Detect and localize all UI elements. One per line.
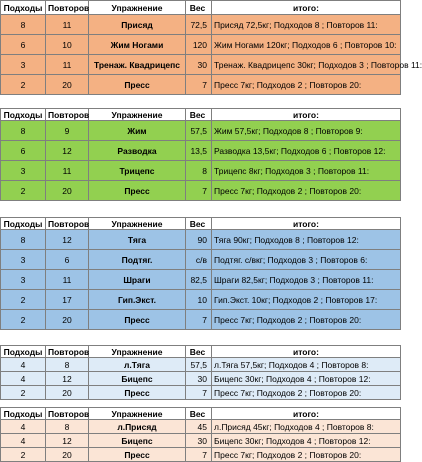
cell-weight[interactable]: 120 [186, 35, 212, 55]
cell-total[interactable]: Присяд 72,5кг; Подходов 8 ; Повторов 11: [212, 15, 401, 35]
cell-reps[interactable]: 17 [46, 290, 89, 310]
cell-total[interactable]: л.Присяд 45кг; Подходов 4 ; Повторов 8: [212, 420, 401, 434]
header-exercise[interactable]: Упражнение [89, 1, 186, 15]
cell-reps[interactable]: 11 [46, 270, 89, 290]
header-row [1, 408, 401, 420]
cell-reps[interactable]: 10 [46, 35, 89, 55]
cell-weight[interactable]: 45 [186, 420, 212, 434]
cell-exercise[interactable]: Бицепс [89, 372, 186, 386]
table-row [1, 250, 401, 270]
cell-weight[interactable]: 90 [186, 230, 212, 250]
table-row [1, 372, 401, 386]
cell-total[interactable]: Пресс 7кг; Подходов 2 ; Повторов 20: [212, 75, 401, 95]
cell-total[interactable]: Подтяг. с/вкг; Подходов 3 ; Повторов 6: [212, 250, 401, 270]
cell-reps[interactable]: 9 [46, 121, 89, 141]
cell-weight[interactable]: 7 [186, 310, 212, 330]
cell-reps[interactable]: 12 [46, 141, 89, 161]
cell-exercise[interactable]: Пресс [89, 448, 186, 462]
cell-reps[interactable]: 6 [46, 250, 89, 270]
header-reps[interactable]: Повторов [46, 1, 89, 15]
cell-weight[interactable]: 72,5 [186, 15, 212, 35]
header-reps[interactable]: Повторов [46, 408, 89, 420]
cell-exercise[interactable]: Трицепс [89, 161, 186, 181]
cell-weight[interactable]: 30 [186, 372, 212, 386]
cell-sets[interactable]: 3 [1, 250, 46, 270]
cell-sets[interactable]: 2 [1, 386, 46, 400]
cell-sets[interactable]: 2 [1, 448, 46, 462]
cell-sets[interactable]: 4 [1, 372, 46, 386]
cell-total[interactable]: Жим 57,5кг; Подходов 8 ; Повторов 9: [212, 121, 401, 141]
header-sets[interactable]: Подходы [1, 408, 46, 420]
table-row [1, 434, 401, 448]
header-exercise[interactable]: Упражнение [89, 109, 186, 121]
table-row [1, 448, 401, 462]
header-total[interactable]: итого: [212, 1, 401, 15]
cell-sets[interactable]: 2 [1, 75, 46, 95]
cell-reps[interactable]: 20 [46, 310, 89, 330]
cell-exercise[interactable]: Тяга [89, 230, 186, 250]
cell-sets[interactable]: 2 [1, 290, 46, 310]
cell-weight[interactable]: 10 [186, 290, 212, 310]
cell-sets[interactable]: 8 [1, 15, 46, 35]
cell-weight[interactable]: 8 [186, 161, 212, 181]
cell-reps[interactable]: 12 [46, 434, 89, 448]
cell-reps[interactable]: 20 [46, 75, 89, 95]
cell-sets[interactable]: 8 [1, 121, 46, 141]
cell-reps[interactable]: 20 [46, 386, 89, 400]
table-row [1, 161, 401, 181]
cell-weight[interactable]: 7 [186, 181, 212, 201]
cell-weight[interactable]: 7 [186, 448, 212, 462]
cell-sets[interactable]: 4 [1, 420, 46, 434]
header-weight[interactable]: Вес [186, 218, 212, 230]
cell-reps[interactable]: 11 [46, 15, 89, 35]
cell-total[interactable]: Тяга 90кг; Подходов 8 ; Повторов 12: [212, 230, 401, 250]
cell-total[interactable]: Гип.Экст. 10кг; Подходов 2 ; Повторов 17: [212, 290, 401, 310]
cell-sets[interactable]: 8 [1, 230, 46, 250]
table-row [1, 75, 401, 95]
cell-sets[interactable]: 2 [1, 181, 46, 201]
table-row [1, 290, 401, 310]
table-row [1, 121, 401, 141]
workout-table-5 [0, 407, 401, 462]
cell-total[interactable]: Шраги 82,5кг; Подходов 3 ; Повторов 11: [212, 270, 401, 290]
cell-exercise[interactable]: Подтяг. [89, 250, 186, 270]
cell-total[interactable]: Пресс 7кг; Подходов 2 ; Повторов 20: [212, 310, 401, 330]
cell-sets[interactable]: 4 [1, 358, 46, 372]
table-row [1, 55, 401, 75]
cell-exercise[interactable]: Пресс [89, 181, 186, 201]
header-weight[interactable]: Вес [186, 346, 212, 358]
cell-total[interactable]: Трицепс 8кг; Подходов 3 ; Повторов 11: [212, 161, 401, 181]
table-row [1, 310, 401, 330]
header-sets[interactable]: Подходы [1, 346, 46, 358]
cell-weight[interactable]: с/в [186, 250, 212, 270]
header-exercise[interactable]: Упражнение [89, 218, 186, 230]
header-sets[interactable]: Подходы [1, 1, 46, 15]
cell-weight[interactable]: 13,5 [186, 141, 212, 161]
cell-exercise[interactable]: л.Тяга [89, 358, 186, 372]
cell-reps[interactable]: 8 [46, 358, 89, 372]
table-row [1, 35, 401, 55]
cell-sets[interactable]: 3 [1, 161, 46, 181]
workout-table-2 [0, 108, 401, 201]
table-row [1, 358, 401, 372]
cell-reps[interactable]: 20 [46, 181, 89, 201]
workout-table-1 [0, 0, 422, 95]
table-row [1, 386, 401, 400]
cell-total[interactable]: Бицепс 30кг; Подходов 4 ; Повторов 12: [212, 434, 401, 448]
cell-total[interactable]: Пресс 7кг; Подходов 2 ; Повторов 20: [212, 181, 401, 201]
header-total[interactable]: итого: [212, 408, 401, 420]
cell-total[interactable]: л.Тяга 57,5кг; Подходов 4 ; Повторов 8: [212, 358, 401, 372]
cell-sets[interactable]: 2 [1, 310, 46, 330]
cell-weight[interactable]: 7 [186, 386, 212, 400]
header-total[interactable]: итого: [212, 218, 401, 230]
header-total[interactable]: итого: [212, 109, 401, 121]
cell-total[interactable]: Бицепс 30кг; Подходов 4 ; Повторов 12: [212, 372, 401, 386]
cell-sets[interactable]: 6 [1, 35, 46, 55]
header-row [1, 218, 401, 230]
cell-sets[interactable]: 4 [1, 434, 46, 448]
header-total[interactable]: итого: [212, 346, 401, 358]
table-row [1, 15, 401, 35]
cell-weight[interactable]: 7 [186, 75, 212, 95]
cell-exercise[interactable]: Тренаж. Квадрицепс [89, 55, 186, 75]
cell-exercise[interactable]: Шраги [89, 270, 186, 290]
header-row [1, 346, 401, 358]
header-weight[interactable]: Вес [186, 408, 212, 420]
table-row [1, 141, 401, 161]
cell-exercise[interactable]: Жим [89, 121, 186, 141]
cell-weight[interactable]: 30 [186, 434, 212, 448]
header-exercise[interactable]: Упражнение [89, 408, 186, 420]
cell-exercise[interactable]: Пресс [89, 310, 186, 330]
table-row [1, 181, 401, 201]
cell-reps[interactable]: 12 [46, 372, 89, 386]
header-sets[interactable]: Подходы [1, 218, 46, 230]
workout-table-4 [0, 345, 401, 400]
cell-total[interactable]: Разводка 13,5кг; Подходов 6 ; Повторов 12: [212, 141, 401, 161]
header-row [1, 1, 401, 15]
workout-table-3 [0, 217, 401, 330]
cell-total[interactable]: Тренаж. Квадрицепс 30кг; Подходов 3 ; Повторов 11: [212, 55, 401, 75]
cell-exercise[interactable]: л.Присяд [89, 420, 186, 434]
cell-reps[interactable]: 12 [46, 230, 89, 250]
cell-reps[interactable]: 11 [46, 161, 89, 181]
header-weight[interactable]: Вес [186, 1, 212, 15]
table-row [1, 270, 401, 290]
cell-sets[interactable]: 3 [1, 55, 46, 75]
header-reps[interactable]: Повторов [46, 346, 89, 358]
header-reps[interactable]: Повторов [46, 218, 89, 230]
cell-weight[interactable]: 82,5 [186, 270, 212, 290]
cell-exercise[interactable]: Гип.Экст. [89, 290, 186, 310]
header-sets[interactable]: Подходы [1, 109, 46, 121]
cell-weight[interactable]: 57,5 [186, 121, 212, 141]
cell-reps[interactable]: 20 [46, 448, 89, 462]
cell-weight[interactable]: 57,5 [186, 358, 212, 372]
cell-weight[interactable]: 30 [186, 55, 212, 75]
header-reps[interactable]: Повторов [46, 109, 89, 121]
cell-exercise[interactable]: Бицепс [89, 434, 186, 448]
cell-total[interactable]: Пресс 7кг; Подходов 2 ; Повторов 20: [212, 386, 401, 400]
cell-exercise[interactable]: Жим Ногами [89, 35, 186, 55]
table-row [1, 420, 401, 434]
table-row [1, 230, 401, 250]
cell-exercise[interactable]: Пресс [89, 386, 186, 400]
cell-exercise[interactable]: Присяд [89, 15, 186, 35]
header-row [1, 109, 401, 121]
cell-sets[interactable]: 3 [1, 270, 46, 290]
cell-exercise[interactable]: Разводка [89, 141, 186, 161]
cell-exercise[interactable]: Пресс [89, 75, 186, 95]
header-exercise[interactable]: Упражнение [89, 346, 186, 358]
cell-reps[interactable]: 11 [46, 55, 89, 75]
cell-total[interactable]: Жим Ногами 120кг; Подходов 6 ; Повторов 10: [212, 35, 401, 55]
header-weight[interactable]: Вес [186, 109, 212, 121]
cell-reps[interactable]: 8 [46, 420, 89, 434]
cell-sets[interactable]: 6 [1, 141, 46, 161]
cell-total[interactable]: Пресс 7кг; Подходов 2 ; Повторов 20: [212, 448, 401, 462]
